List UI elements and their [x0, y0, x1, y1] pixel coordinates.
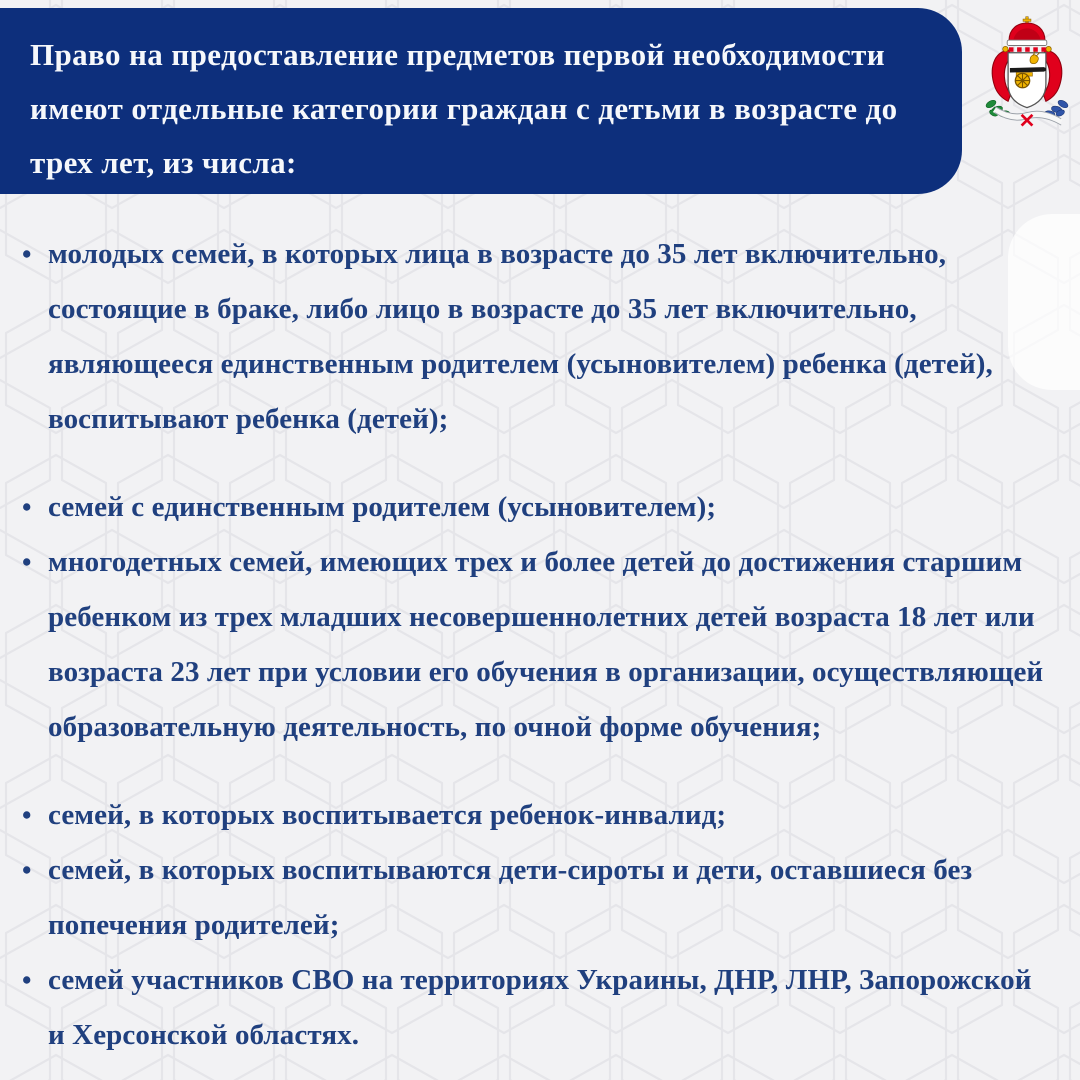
list-item: [22, 953, 1054, 1063]
list-item: [22, 788, 1054, 843]
bullet-icon: •: [22, 855, 32, 885]
page-title: Право на предоставление предметов первой необходимости имеют отдельные категории граждан с детьми в возрасте до трех лет, из числа:: [30, 37, 898, 180]
bullet-icon: •: [22, 547, 32, 577]
list-item-text: многодетных семей, имеющих трех и более детей до достижения старшим ребенком из трех младших несовершеннолетних детей возраста 18 лет или возраста 23 лет при условии его обучения в организации, осуществляющей образовательную деятельность, по очной форме обучения;: [48, 546, 1044, 743]
list-item: [22, 843, 1054, 953]
list-item-text: семей, в которых воспитываются дети-сироты и дети, оставшиеся без попечения родителей;: [48, 854, 973, 941]
bullet-icon: •: [22, 800, 32, 830]
list-item: [22, 535, 1054, 755]
list-item-text: семей с единственным родителем (усыновителем);: [48, 491, 717, 523]
header-banner: [0, 8, 962, 194]
bullet-icon: •: [22, 239, 32, 269]
list-item: [22, 480, 1054, 535]
body-content: [22, 227, 1054, 1063]
bullet-icon: •: [22, 492, 32, 522]
list-item-text: семей участников СВО на территориях Украины, ДНР, ЛНР, Запорожской и Херсонской областях.: [48, 964, 1032, 1051]
list-item: [22, 227, 1054, 447]
bullet-icon: •: [22, 965, 32, 995]
eligibility-list: [22, 227, 1054, 1063]
list-item-text: семей, в которых воспитывается ребенок-инвалид;: [48, 799, 727, 831]
list-item-text: молодых семей, в которых лица в возрасте до 35 лет включительно, состоящие в браке, либо лицо в возрасте до 35 лет включительно, являющееся единственным родителем (усыновителем) ребенка (детей), воспитывают ребенка (детей);: [48, 238, 993, 435]
smolensk-coat-of-arms-icon: [982, 14, 1072, 140]
